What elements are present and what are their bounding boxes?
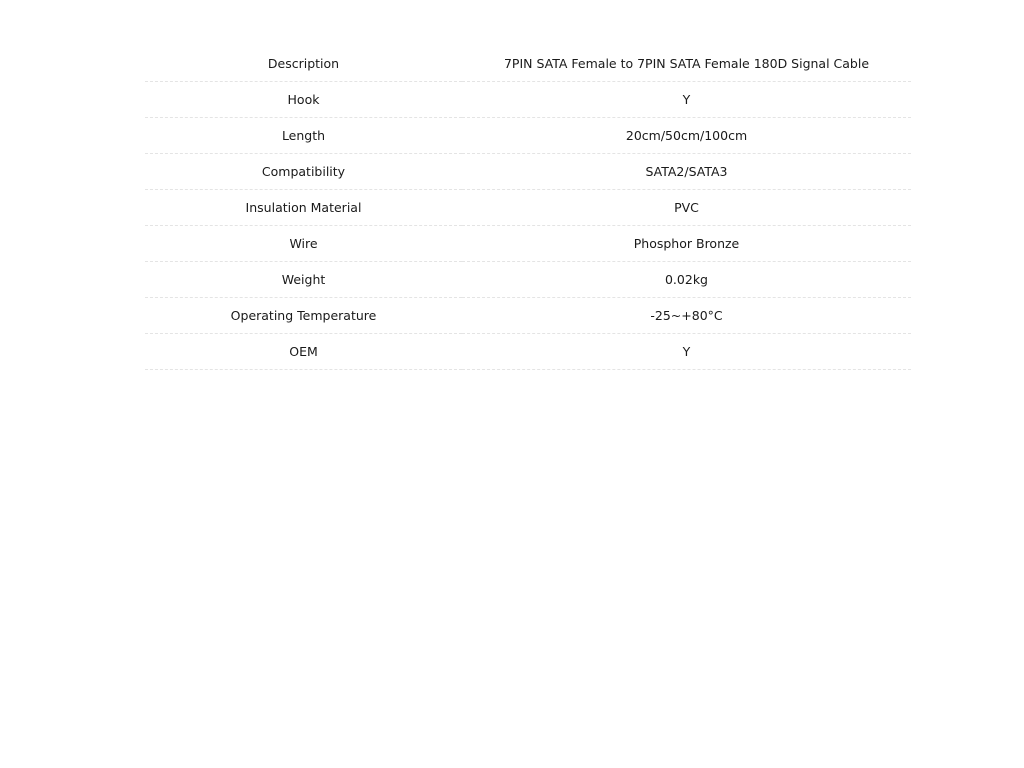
spec-label: Description	[145, 45, 462, 82]
spec-label: Hook	[145, 82, 462, 118]
spec-table	[145, 45, 911, 370]
table-row	[145, 118, 911, 154]
spec-value: PVC	[462, 190, 911, 226]
spec-label: Operating Temperature	[145, 298, 462, 334]
spec-value: Y	[462, 82, 911, 118]
table-row	[145, 334, 911, 370]
spec-label: Weight	[145, 262, 462, 298]
table-row	[145, 298, 911, 334]
spec-label: Compatibility	[145, 154, 462, 190]
spec-value: -25~+80°C	[462, 298, 911, 334]
table-row	[145, 82, 911, 118]
spec-label: Insulation Material	[145, 190, 462, 226]
spec-value: 20cm/50cm/100cm	[462, 118, 911, 154]
spec-label: OEM	[145, 334, 462, 370]
table-row	[145, 262, 911, 298]
spec-value: 0.02kg	[462, 262, 911, 298]
spec-value: Phosphor Bronze	[462, 226, 911, 262]
spec-value: 7PIN SATA Female to 7PIN SATA Female 180D Signal Cable	[462, 45, 911, 82]
table-row	[145, 45, 911, 82]
table-row	[145, 226, 911, 262]
spec-value: Y	[462, 334, 911, 370]
spec-value: SATA2/SATA3	[462, 154, 911, 190]
spec-label: Length	[145, 118, 462, 154]
table-row	[145, 154, 911, 190]
table-row	[145, 190, 911, 226]
spec-label: Wire	[145, 226, 462, 262]
